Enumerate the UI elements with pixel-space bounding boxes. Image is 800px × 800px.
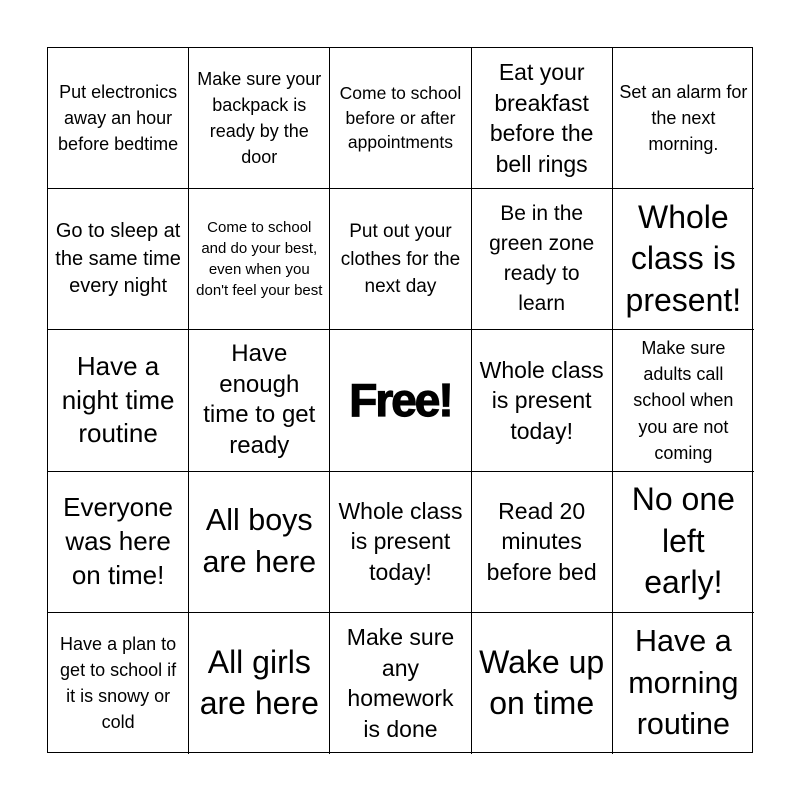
bingo-cell [189,330,330,471]
bingo-cell [472,189,613,330]
bingo-cell [330,48,471,189]
bingo-cell [472,472,613,613]
bingo-cell [189,472,330,613]
bingo-cell [330,472,471,613]
bingo-cell-text: Put out your clothes for the next day [340,220,461,298]
bingo-cell [330,189,471,330]
bingo-cell [48,189,189,330]
bingo-cell-text: Wake up on time [479,643,605,722]
bingo-cell [613,189,754,330]
bingo-cell-text: Have a morning routine [628,624,739,742]
bingo-cell [330,613,471,754]
bingo-cell-text: Make sure any homework is done [346,624,455,742]
bingo-cell [189,613,330,754]
bingo-cell [472,613,613,754]
bingo-cell-text: Make sure adults call school when you are not coming [633,338,734,463]
bingo-board [47,47,753,753]
bingo-cell-text: Have a plan to get to school if it is snowy or cold [60,634,177,733]
bingo-cell-text: Whole class is present today! [338,497,463,585]
bingo-cell [189,48,330,189]
bingo-cell-text: Everyone was here on time! [63,491,174,590]
bingo-cell-text: Whole class is present today! [479,356,604,444]
bingo-cell [48,330,189,471]
bingo-cell [613,613,754,754]
bingo-cell-text: Have a night time routine [61,350,175,449]
bingo-free-cell [330,330,471,471]
bingo-cell-text: All boys are here [202,503,317,579]
bingo-cell-text: Have enough time to get ready [203,340,316,460]
bingo-cell-text: All girls are here [199,643,319,722]
bingo-cell [613,48,754,189]
bingo-cell [472,48,613,189]
bingo-cell-text: Be in the green zone ready to learn [489,202,595,316]
bingo-cell-text: Make sure your backpack is ready by the door [197,68,322,168]
bingo-cell [48,472,189,613]
free-space-label: Free! [349,374,452,427]
bingo-cell-text: Come to school and do your best, even when you don't feel your best [196,219,323,300]
bingo-cell [48,48,189,189]
bingo-cell-text: Read 20 minutes before bed [486,497,597,585]
bingo-cell [48,613,189,754]
bingo-cell [472,330,613,471]
bingo-cell-text: Whole class is present! [625,198,742,319]
bingo-cell [613,330,754,471]
bingo-cell-text: Go to sleep at the same time every night [55,220,181,297]
bingo-cell [189,189,330,330]
bingo-cell-text: Come to school before or after appointments [339,83,462,153]
bingo-cell [613,472,754,613]
bingo-cell-text: Eat your breakfast before the bell rings [489,58,594,177]
bingo-cell-text: Put electronics away an hour before bedtime [58,81,179,155]
bingo-cell-text: Set an alarm for the next morning. [619,81,748,155]
bingo-cell-text: No one left early! [631,481,735,601]
